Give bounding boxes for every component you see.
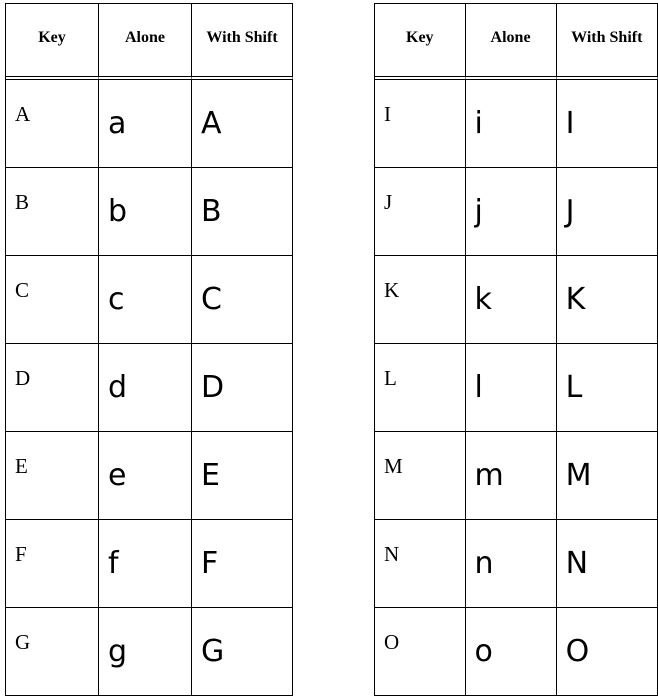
table-row — [375, 520, 658, 608]
shift-char-cell: K — [557, 256, 658, 344]
table-row — [375, 608, 658, 696]
alone-char-cell: o — [466, 608, 557, 696]
alone-char-cell: e — [99, 432, 192, 520]
alone-char-cell: k — [466, 256, 557, 344]
alone-char-cell: m — [466, 432, 557, 520]
table-row — [6, 256, 293, 344]
alone-char-cell: j — [466, 168, 557, 256]
header-row — [6, 4, 293, 80]
alone-char-cell: i — [466, 80, 557, 168]
alone-column-header: Alone — [99, 4, 192, 80]
key-name-cell: F — [6, 520, 99, 608]
alone-char-cell: b — [99, 168, 192, 256]
key-name-cell: L — [375, 344, 466, 432]
shift-char-cell: O — [557, 608, 658, 696]
alone-char-cell: n — [466, 520, 557, 608]
right-key-table — [374, 3, 658, 696]
key-name-cell: A — [6, 80, 99, 168]
alone-char-cell: g — [99, 608, 192, 696]
header-row — [375, 4, 658, 80]
alone-char-cell: f — [99, 520, 192, 608]
shift-char-cell: C — [192, 256, 293, 344]
table-row — [6, 80, 293, 168]
shift-char-cell: F — [192, 520, 293, 608]
shift-char-cell: J — [557, 168, 658, 256]
key-name-cell: D — [6, 344, 99, 432]
with-shift-column-header: With Shift — [557, 4, 658, 80]
key-name-cell: K — [375, 256, 466, 344]
key-name-cell: B — [6, 168, 99, 256]
key-column-header: Key — [6, 4, 99, 80]
key-name-cell: N — [375, 520, 466, 608]
shift-char-cell: N — [557, 520, 658, 608]
alone-char-cell: l — [466, 344, 557, 432]
table-row — [375, 80, 658, 168]
table-row — [375, 256, 658, 344]
shift-char-cell: B — [192, 168, 293, 256]
key-name-cell: E — [6, 432, 99, 520]
shift-char-cell: A — [192, 80, 293, 168]
left-key-table — [5, 3, 293, 696]
shift-char-cell: E — [192, 432, 293, 520]
table-row — [375, 168, 658, 256]
alone-column-header: Alone — [466, 4, 557, 80]
key-name-cell: G — [6, 608, 99, 696]
shift-char-cell: M — [557, 432, 658, 520]
key-name-cell: I — [375, 80, 466, 168]
key-name-cell: C — [6, 256, 99, 344]
shift-char-cell: I — [557, 80, 658, 168]
table-row — [6, 520, 293, 608]
shift-char-cell: L — [557, 344, 658, 432]
table-row — [6, 608, 293, 696]
table-row — [6, 168, 293, 256]
table-row — [375, 344, 658, 432]
alone-char-cell: a — [99, 80, 192, 168]
key-name-cell: O — [375, 608, 466, 696]
key-name-cell: J — [375, 168, 466, 256]
alone-char-cell: c — [99, 256, 192, 344]
alone-char-cell: d — [99, 344, 192, 432]
table-row — [6, 432, 293, 520]
table-row — [6, 344, 293, 432]
with-shift-column-header: With Shift — [192, 4, 293, 80]
key-column-header: Key — [375, 4, 466, 80]
shift-char-cell: G — [192, 608, 293, 696]
shift-char-cell: D — [192, 344, 293, 432]
table-row — [375, 432, 658, 520]
key-name-cell: M — [375, 432, 466, 520]
